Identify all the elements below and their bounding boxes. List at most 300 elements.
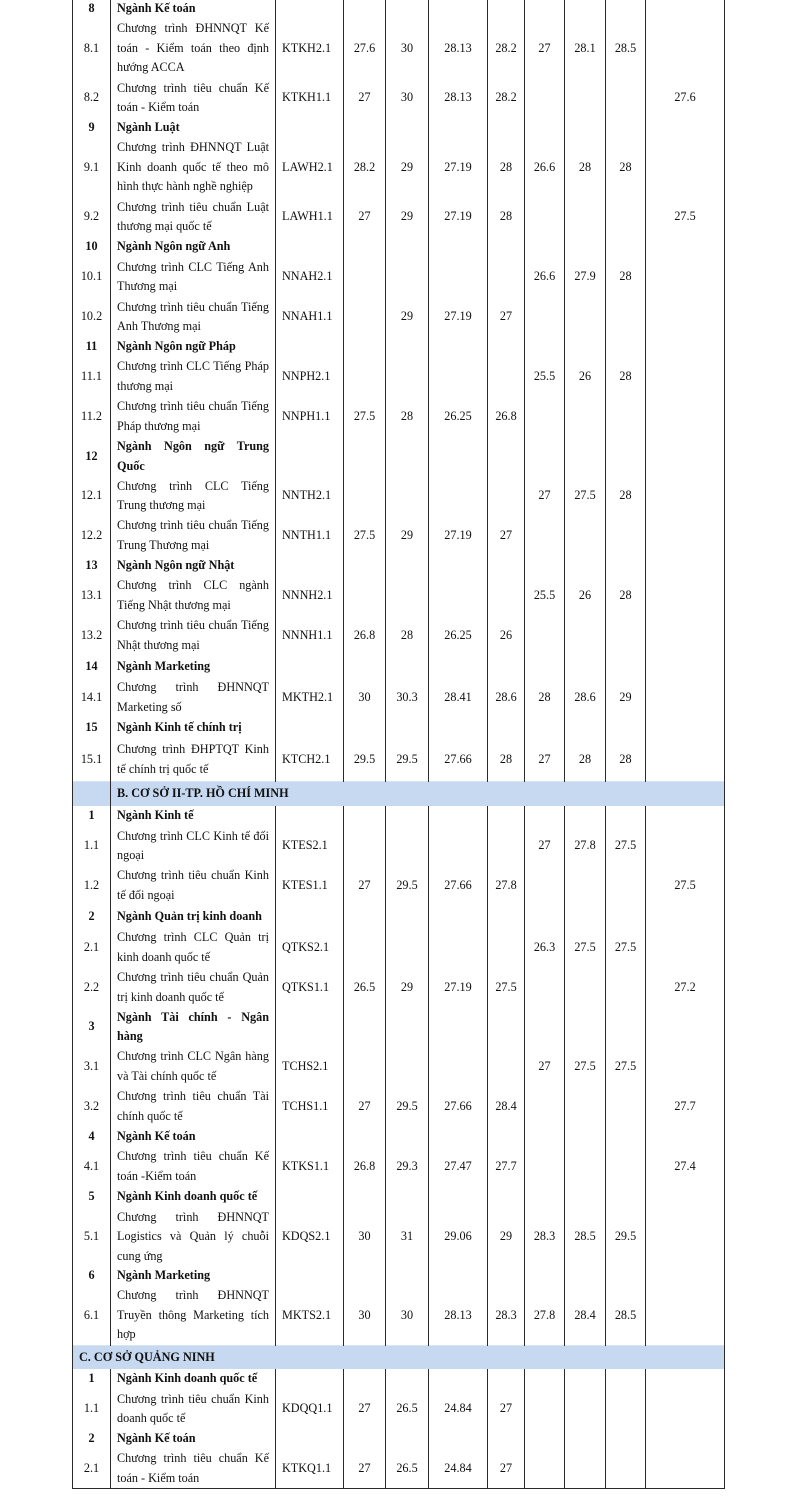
score-cell: 27.8	[525, 1286, 565, 1345]
score-cell: 28.6	[565, 678, 606, 718]
score-cell: 27.5	[606, 827, 646, 866]
score-cell: 27	[344, 78, 386, 118]
major-name: Ngành Kinh tế chính trị	[111, 718, 276, 739]
score-cell	[565, 1087, 606, 1127]
score-cell: 28	[565, 138, 606, 197]
empty-cell	[565, 906, 606, 928]
empty-cell	[276, 718, 344, 739]
score-cell: 27.19	[429, 516, 488, 556]
score-cell: 27.4	[646, 1147, 725, 1187]
score-cell: 28.4	[488, 1087, 525, 1127]
score-cell	[606, 397, 646, 437]
score-cell: 27	[525, 1047, 565, 1087]
program-name: Chương trình CLC Tiếng Trung thương mại	[111, 477, 276, 516]
empty-cell	[606, 237, 646, 257]
score-cell: 26.5	[386, 1389, 429, 1429]
score-cell: 27.19	[429, 138, 488, 197]
program-name: Chương trình CLC ngành Tiếng Nhật thương mại	[111, 576, 276, 616]
empty-cell	[276, 1266, 344, 1286]
score-cell: 28.2	[344, 138, 386, 197]
program-row	[73, 1087, 725, 1127]
empty-cell	[429, 718, 488, 739]
major-name: Ngành Ngôn ngữ Pháp	[111, 337, 276, 357]
row-number: 11.2	[73, 397, 111, 437]
score-cell: 28.1	[565, 19, 606, 78]
empty-cell	[429, 1369, 488, 1389]
empty-cell	[525, 118, 565, 138]
score-cell	[525, 397, 565, 437]
empty-cell	[565, 1127, 606, 1147]
score-cell	[525, 197, 565, 237]
program-name: Chương trình tiêu chuẩn Tiếng Pháp thương mại	[111, 397, 276, 437]
empty-cell	[525, 1187, 565, 1208]
score-cell: 27.5	[565, 1047, 606, 1087]
score-cell: 26.3	[525, 928, 565, 968]
empty-cell	[525, 906, 565, 928]
program-name: Chương trình tiêu chuẩn Tiếng Nhật thương mại	[111, 616, 276, 656]
empty-cell	[429, 806, 488, 827]
empty-cell	[565, 718, 606, 739]
empty-cell	[606, 337, 646, 357]
program-code: NNPH2.1	[276, 357, 344, 397]
row-number: 6.1	[73, 1286, 111, 1345]
empty-cell	[488, 1266, 525, 1286]
score-cell: 28	[606, 357, 646, 397]
major-row	[73, 337, 725, 357]
program-name: Chương trình tiêu chuẩn Quản trị kinh doanh quốc tế	[111, 968, 276, 1008]
empty-cell	[344, 337, 386, 357]
empty-cell	[606, 1369, 646, 1389]
empty-cell	[429, 656, 488, 678]
score-cell: 28	[488, 138, 525, 197]
empty-cell	[429, 437, 488, 477]
score-cell	[565, 78, 606, 118]
program-code: KTCH2.1	[276, 739, 344, 782]
score-cell	[525, 516, 565, 556]
score-cell: 27.5	[344, 397, 386, 437]
major-name: Ngành Kinh doanh quốc tế	[111, 1187, 276, 1208]
empty-cell	[344, 906, 386, 928]
empty-cell	[646, 1187, 725, 1208]
empty-cell	[646, 656, 725, 678]
score-cell	[565, 197, 606, 237]
score-cell	[488, 357, 525, 397]
score-cell: 27.2	[646, 968, 725, 1008]
major-name: Ngành Kế toán	[111, 1429, 276, 1449]
score-cell: 27	[525, 739, 565, 782]
score-cell	[525, 78, 565, 118]
empty-cell	[565, 118, 606, 138]
score-cell	[646, 928, 725, 968]
program-name: Chương trình tiêu chuẩn Kinh doanh quốc tế	[111, 1389, 276, 1429]
empty-cell	[386, 806, 429, 827]
empty-cell	[525, 337, 565, 357]
empty-cell	[344, 806, 386, 827]
score-cell	[525, 1449, 565, 1489]
empty-cell	[488, 1008, 525, 1047]
program-name: Chương trình ĐHNNQT Truyền thông Marketing tích hợp	[111, 1286, 276, 1345]
empty-cell	[429, 556, 488, 576]
row-number: 2.1	[73, 928, 111, 968]
empty-cell	[386, 656, 429, 678]
empty-cell	[646, 1429, 725, 1449]
score-cell: 27	[344, 866, 386, 906]
row-number: 9.2	[73, 197, 111, 237]
empty-cell	[386, 1369, 429, 1389]
score-cell: 26.6	[525, 138, 565, 197]
score-cell	[565, 1449, 606, 1489]
score-cell	[606, 866, 646, 906]
empty-cell	[488, 437, 525, 477]
empty-cell	[606, 906, 646, 928]
score-cell	[386, 257, 429, 297]
empty-cell	[565, 1266, 606, 1286]
program-name: Chương trình tiêu chuẩn Kế toán - Kiểm toán	[111, 78, 276, 118]
empty-cell	[488, 1187, 525, 1208]
major-name: Ngành Ngôn ngữ Trung Quốc	[111, 437, 276, 477]
program-code: KTKH1.1	[276, 78, 344, 118]
program-code: NNTH1.1	[276, 516, 344, 556]
score-cell	[344, 477, 386, 516]
program-row	[73, 357, 725, 397]
major-row	[73, 806, 725, 827]
program-code: QTKS1.1	[276, 968, 344, 1008]
score-cell: 28	[488, 197, 525, 237]
score-cell: 27	[525, 477, 565, 516]
empty-cell	[606, 1187, 646, 1208]
score-cell: 28.13	[429, 78, 488, 118]
score-cell: 29.5	[606, 1208, 646, 1267]
major-name: Ngành Kinh doanh quốc tế	[111, 1369, 276, 1389]
row-number: 12.2	[73, 516, 111, 556]
score-cell	[386, 928, 429, 968]
program-code: KTKQ1.1	[276, 1449, 344, 1489]
empty-cell	[276, 806, 344, 827]
empty-cell	[488, 718, 525, 739]
program-code: KDQS2.1	[276, 1208, 344, 1267]
row-number: 12	[73, 437, 111, 477]
empty-cell	[276, 1429, 344, 1449]
major-row	[73, 437, 725, 477]
empty-cell	[276, 237, 344, 257]
empty-cell	[565, 1187, 606, 1208]
score-cell: 29	[386, 297, 429, 337]
major-row	[73, 556, 725, 576]
score-cell: 27.5	[646, 866, 725, 906]
program-row	[73, 616, 725, 656]
row-number: 14.1	[73, 678, 111, 718]
empty-cell	[606, 718, 646, 739]
score-cell	[646, 477, 725, 516]
score-cell: 27.6	[344, 19, 386, 78]
empty-cell	[429, 1429, 488, 1449]
score-cell: 31	[386, 1208, 429, 1267]
empty-cell	[565, 237, 606, 257]
score-cell: 28.5	[606, 19, 646, 78]
empty-cell	[488, 1369, 525, 1389]
program-row	[73, 197, 725, 237]
empty-cell	[386, 0, 429, 19]
score-cell	[525, 866, 565, 906]
score-cell	[344, 297, 386, 337]
score-cell: 27.5	[488, 968, 525, 1008]
score-cell: 26	[565, 357, 606, 397]
major-row	[73, 1429, 725, 1449]
score-cell	[386, 477, 429, 516]
score-cell: 27	[488, 516, 525, 556]
score-cell: 28.3	[525, 1208, 565, 1267]
row-number: 12.1	[73, 477, 111, 516]
program-name: Chương trình tiêu chuẩn Kế toán -Kiểm toán	[111, 1147, 276, 1187]
score-cell	[646, 1449, 725, 1489]
score-cell: 26.8	[344, 616, 386, 656]
score-cell: 27	[344, 1449, 386, 1489]
score-cell: 27.66	[429, 866, 488, 906]
program-name: Chương trình ĐHPTQT Kinh tế chính trị quốc tế	[111, 739, 276, 782]
major-name: Ngành Kế toán	[111, 0, 276, 19]
score-cell	[646, 616, 725, 656]
section-header-row	[73, 782, 725, 806]
score-cell: 28	[606, 257, 646, 297]
empty-cell	[525, 237, 565, 257]
empty-cell	[344, 437, 386, 477]
row-number: 5	[73, 1187, 111, 1208]
score-cell	[488, 1047, 525, 1087]
score-cell: 26.6	[525, 257, 565, 297]
score-cell: 27	[344, 1087, 386, 1127]
score-cell: 26.25	[429, 397, 488, 437]
program-name: Chương trình CLC Kinh tế đối ngoại	[111, 827, 276, 866]
row-number: 10.2	[73, 297, 111, 337]
score-cell	[646, 827, 725, 866]
empty-cell	[646, 1369, 725, 1389]
score-cell	[646, 1286, 725, 1345]
score-cell	[606, 78, 646, 118]
score-cell	[488, 477, 525, 516]
score-cell	[386, 357, 429, 397]
score-cell: 27.19	[429, 297, 488, 337]
empty-cell	[344, 718, 386, 739]
score-cell: 30	[386, 78, 429, 118]
score-cell	[525, 297, 565, 337]
score-cell: 27.5	[565, 928, 606, 968]
empty-cell	[565, 806, 606, 827]
program-name: Chương trình ĐHNNQT Luật Kinh doanh quốc tế theo mô hình thực hành nghề nghiệp	[111, 138, 276, 197]
row-number: 5.1	[73, 1208, 111, 1267]
row-number: 2.2	[73, 968, 111, 1008]
table-body	[73, 0, 725, 1489]
empty-cell	[344, 1266, 386, 1286]
program-code: MKTH2.1	[276, 678, 344, 718]
score-cell: 28.13	[429, 1286, 488, 1345]
empty-cell	[488, 337, 525, 357]
score-cell	[646, 297, 725, 337]
program-name: Chương trình CLC Quản trị kinh doanh quốc tế	[111, 928, 276, 968]
major-name: Ngành Ngôn ngữ Anh	[111, 237, 276, 257]
score-cell	[429, 357, 488, 397]
empty-cell	[344, 1008, 386, 1047]
major-name: Ngành Tài chính - Ngân hàng	[111, 1008, 276, 1047]
score-cell: 27.6	[646, 78, 725, 118]
score-cell: 27.5	[606, 1047, 646, 1087]
score-cell	[646, 1047, 725, 1087]
empty-cell	[386, 906, 429, 928]
program-code: KTES1.1	[276, 866, 344, 906]
score-cell: 27.47	[429, 1147, 488, 1187]
empty-cell	[646, 1266, 725, 1286]
score-cell	[488, 827, 525, 866]
program-code: NNNH2.1	[276, 576, 344, 616]
row-number: 1	[73, 1369, 111, 1389]
empty-cell	[606, 1429, 646, 1449]
section-title: C. CƠ SỞ QUẢNG NINH	[73, 1345, 725, 1369]
score-cell: 28.2	[488, 78, 525, 118]
program-code: TCHS1.1	[276, 1087, 344, 1127]
empty-cell	[276, 656, 344, 678]
program-row	[73, 866, 725, 906]
score-cell: 24.84	[429, 1389, 488, 1429]
empty-cell	[386, 437, 429, 477]
empty-cell	[646, 437, 725, 477]
row-number: 10	[73, 237, 111, 257]
empty-cell	[525, 1266, 565, 1286]
major-row	[73, 1266, 725, 1286]
row-number: 2	[73, 1429, 111, 1449]
score-cell	[525, 616, 565, 656]
row-number: 3.2	[73, 1087, 111, 1127]
score-cell: 27.7	[646, 1087, 725, 1127]
empty-cell	[344, 556, 386, 576]
score-cell: 26.8	[344, 1147, 386, 1187]
row-number: 11.1	[73, 357, 111, 397]
score-cell: 28	[488, 739, 525, 782]
score-cell: 28	[606, 477, 646, 516]
score-cell	[429, 576, 488, 616]
program-row	[73, 297, 725, 337]
empty-cell	[386, 337, 429, 357]
row-number: 13.2	[73, 616, 111, 656]
empty-cell	[488, 1127, 525, 1147]
program-name: Chương trình CLC Tiếng Anh Thương mại	[111, 257, 276, 297]
score-cell: 27	[525, 827, 565, 866]
empty-cell	[429, 0, 488, 19]
score-cell: 24.84	[429, 1449, 488, 1489]
empty-cell	[646, 1008, 725, 1047]
major-row	[73, 1127, 725, 1147]
empty-cell	[606, 556, 646, 576]
score-cell: 29	[488, 1208, 525, 1267]
score-cell	[606, 1449, 646, 1489]
score-cell: 28.13	[429, 19, 488, 78]
row-number: 14	[73, 656, 111, 678]
score-cell: 27.5	[344, 516, 386, 556]
row-number: 1	[73, 806, 111, 827]
empty-cell	[276, 906, 344, 928]
empty-cell	[488, 806, 525, 827]
empty-cell	[525, 806, 565, 827]
program-code: MKTS2.1	[276, 1286, 344, 1345]
program-row	[73, 78, 725, 118]
row-number: 9	[73, 118, 111, 138]
score-cell	[488, 257, 525, 297]
empty-cell	[276, 337, 344, 357]
score-cell	[488, 576, 525, 616]
score-cell: 28	[606, 576, 646, 616]
score-cell	[646, 1389, 725, 1429]
major-row	[73, 1008, 725, 1047]
empty-cell	[488, 656, 525, 678]
score-cell	[646, 516, 725, 556]
program-row	[73, 1208, 725, 1267]
empty-cell	[606, 0, 646, 19]
score-cell: 27.5	[565, 477, 606, 516]
major-name: Ngành Ngôn ngữ Nhật	[111, 556, 276, 576]
empty-cell	[606, 1127, 646, 1147]
score-cell	[606, 968, 646, 1008]
program-row	[73, 1449, 725, 1489]
program-row	[73, 576, 725, 616]
empty-cell	[386, 118, 429, 138]
score-cell	[525, 1389, 565, 1429]
program-code: LAWH1.1	[276, 197, 344, 237]
row-number: 1.2	[73, 866, 111, 906]
empty-cell	[344, 118, 386, 138]
empty-cell	[386, 718, 429, 739]
empty-cell	[429, 1187, 488, 1208]
empty-cell	[565, 0, 606, 19]
score-cell	[606, 297, 646, 337]
score-cell: 27	[344, 1389, 386, 1429]
row-number: 13	[73, 556, 111, 576]
empty-cell	[488, 118, 525, 138]
section-title: B. CƠ SỞ II-TP. HỒ CHÍ MINH	[111, 782, 725, 806]
empty-cell	[429, 906, 488, 928]
score-cell	[344, 827, 386, 866]
score-cell: 30	[344, 1286, 386, 1345]
score-cell: 29	[386, 968, 429, 1008]
score-cell: 27	[488, 1389, 525, 1429]
row-number: 3.1	[73, 1047, 111, 1087]
program-row	[73, 19, 725, 78]
score-cell: 26	[488, 616, 525, 656]
empty-cell	[565, 337, 606, 357]
score-cell: 28	[386, 397, 429, 437]
score-cell: 29.5	[386, 1087, 429, 1127]
program-code: NNAH1.1	[276, 297, 344, 337]
score-cell	[646, 739, 725, 782]
program-code: NNNH1.1	[276, 616, 344, 656]
empty-cell	[646, 337, 725, 357]
score-cell: 29.5	[386, 739, 429, 782]
score-cell: 26.5	[344, 968, 386, 1008]
major-name: Ngành Marketing	[111, 656, 276, 678]
empty-cell	[386, 1429, 429, 1449]
score-cell: 26.8	[488, 397, 525, 437]
empty-cell	[646, 806, 725, 827]
score-cell	[646, 397, 725, 437]
row-number: 8	[73, 0, 111, 19]
score-cell: 28.5	[606, 1286, 646, 1345]
score-cell: 29.5	[344, 739, 386, 782]
major-row	[73, 118, 725, 138]
score-cell	[606, 1087, 646, 1127]
empty-cell	[646, 0, 725, 19]
empty-cell	[488, 1429, 525, 1449]
major-name: Ngành Kế toán	[111, 1127, 276, 1147]
row-number: 11	[73, 337, 111, 357]
score-cell: 28	[386, 616, 429, 656]
empty-cell	[525, 718, 565, 739]
